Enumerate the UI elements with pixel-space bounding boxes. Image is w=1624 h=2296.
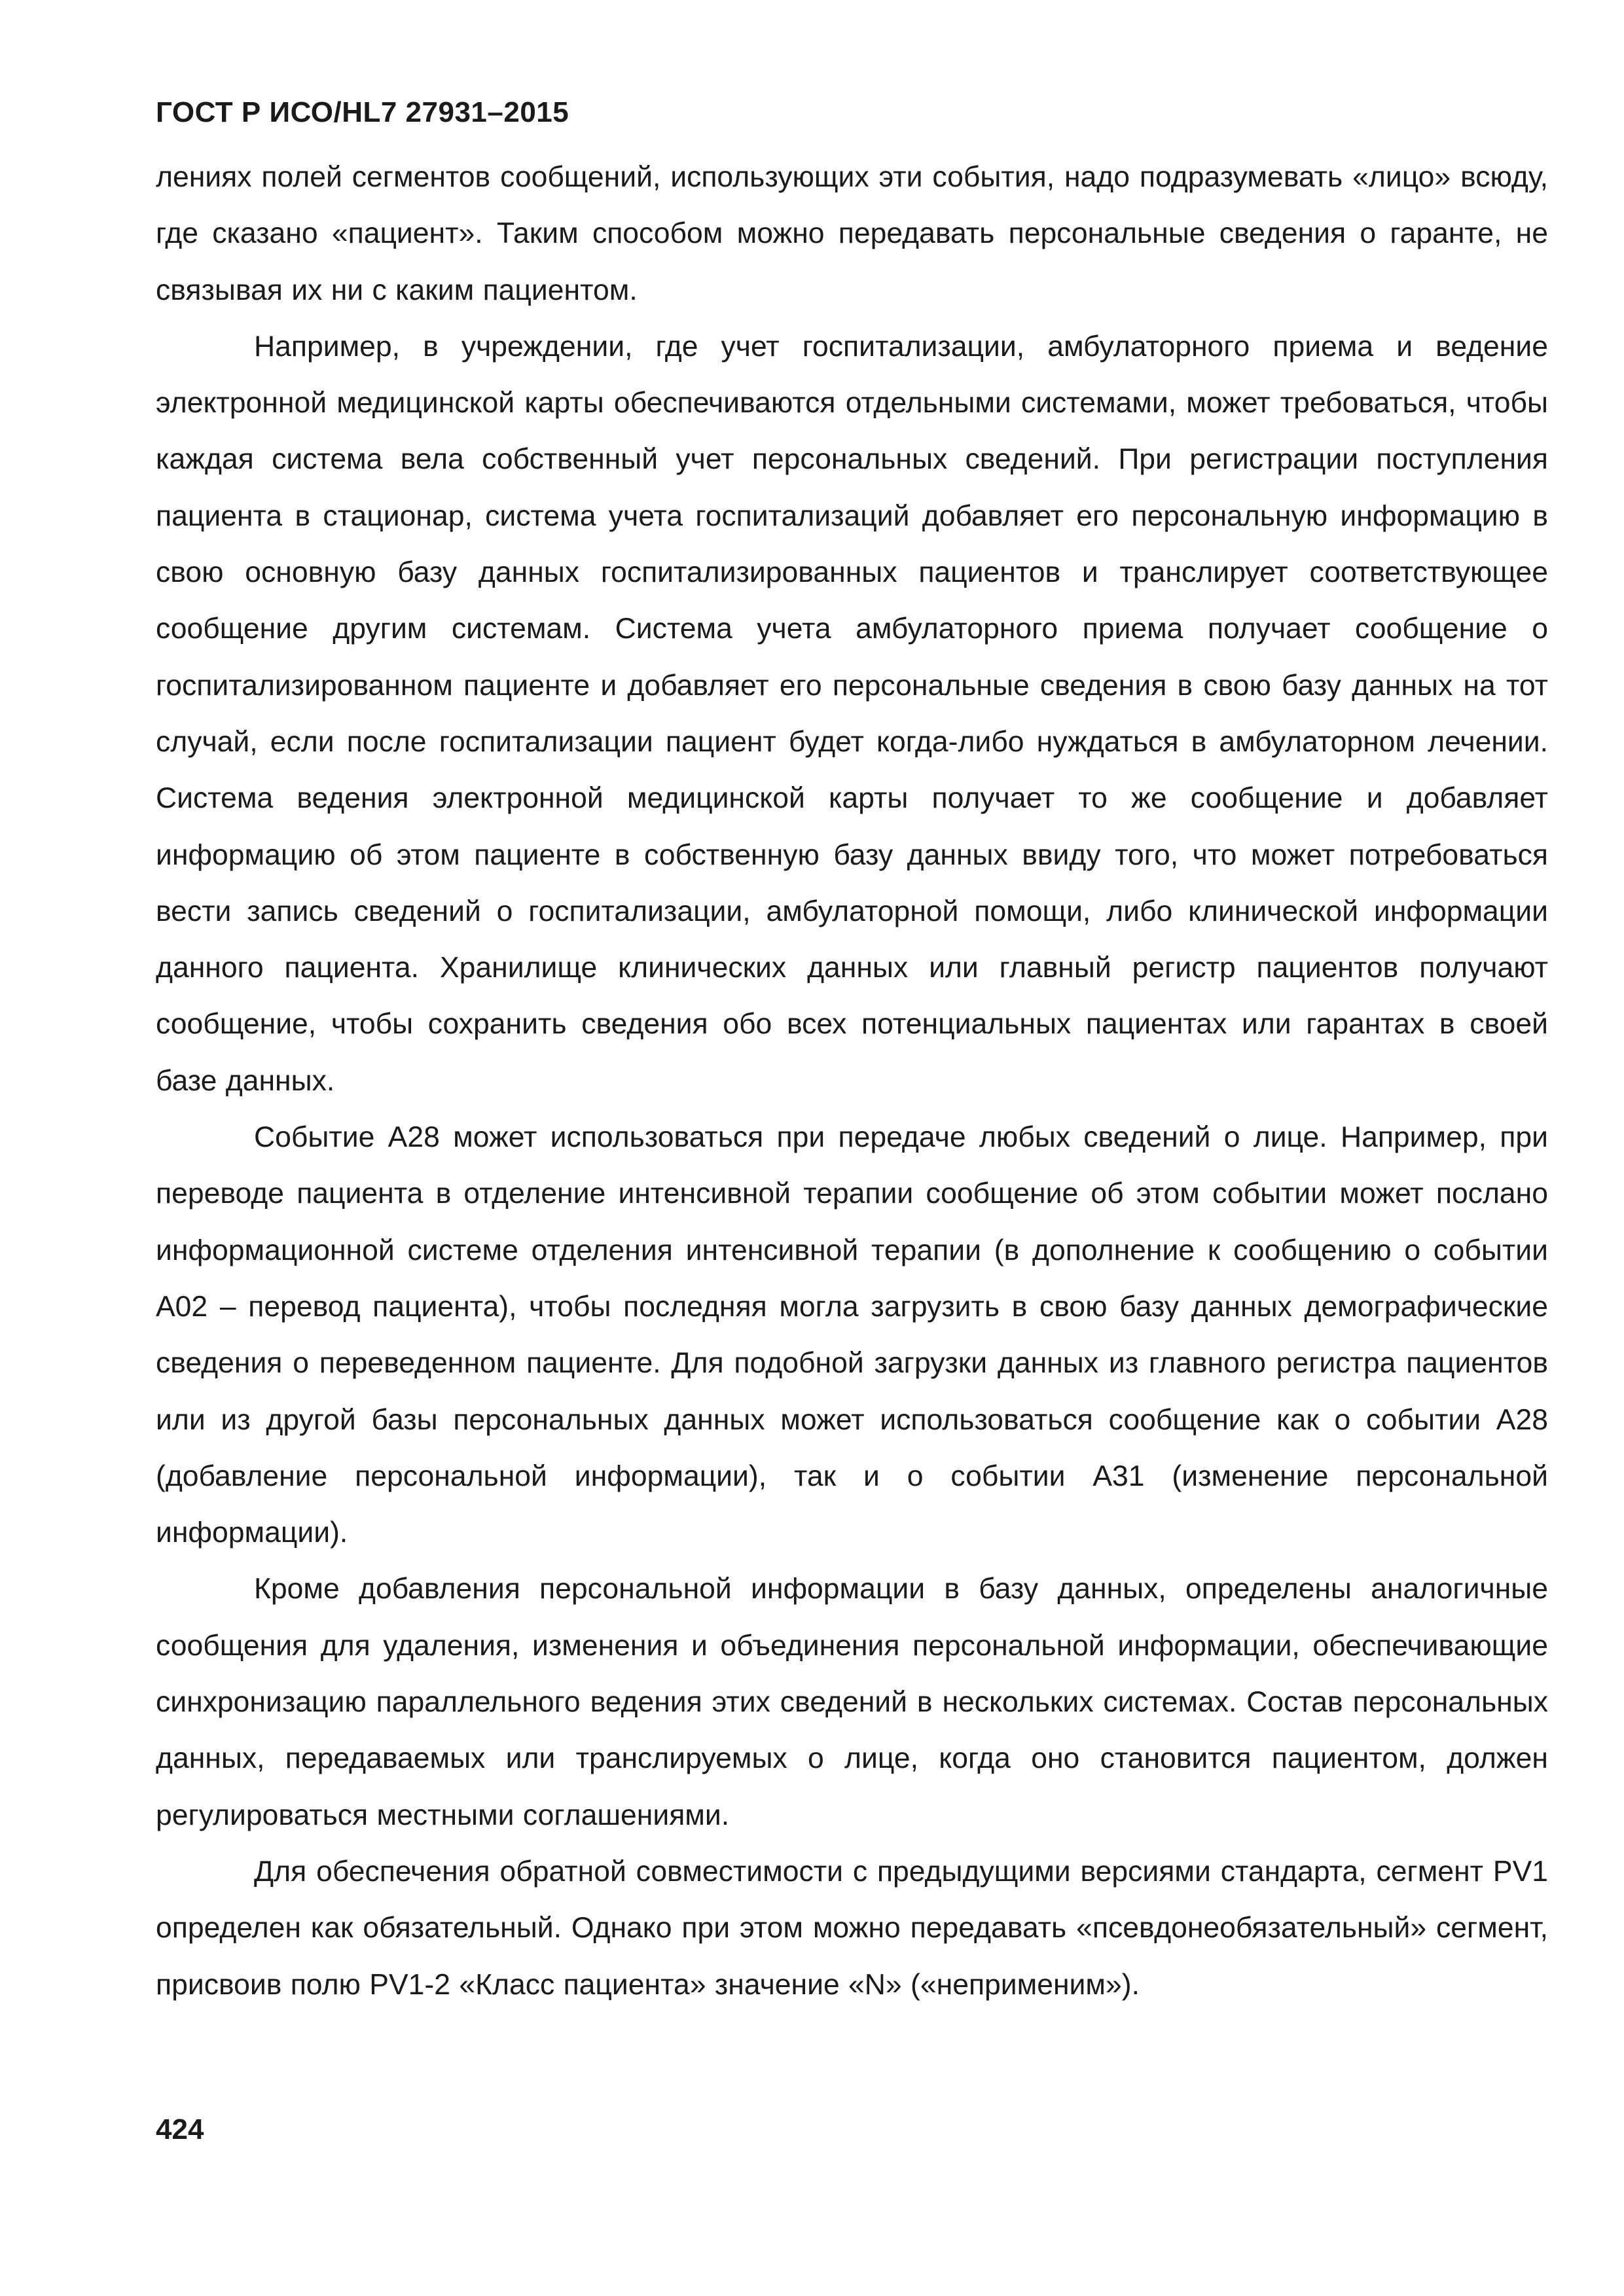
paragraph-pv1: Для обеспечения обратной совместимости с предыдущими версиями стандарта, сегмент PV1 определен как обязательный. Однако при этом можно передавать «псевдонеобязательный» сегмент, присвоив полю PV1-2 «Класс пациента» значение «N» («неприменим»). bbox=[156, 1855, 1548, 2001]
paragraph-example: Например, в учреждении, где учет госпитализации, амбулаторного приема и ведение электронной медицинской карты обеспечиваются отдельными системами, может требоваться, чтобы каждая система вела собственный учет персональных сведений. При регистрации поступления пациента в стационар, система учета госпитализаций добавляет его персональную информацию в свою основную базу данных госпитализированных пациентов и транслирует соответствующее сообщение другим системам. Система учета амбулаторного приема получает сообщение о госпитализированном пациенте и добавляет его персональные сведения в свою базу данных на тот случай, если после госпитализации пациент будет когда-либо нуждаться в амбулаторном лечении. Система ведения электронной медицинской карты получает то же сообщение и добавляет информацию об этом пациенте в собственную базу данных ввиду того, что может потребоваться вести запись сведений о госпитализации, амбулаторной помощи, либо клинической информации данного пациента. Хранилище клинических данных или главный регистр пациентов получают сообщение, чтобы сохранить сведения обо всех потенциальных пациентах или гарантах в своей базе данных. bbox=[156, 330, 1548, 1097]
paragraph-event-a28: Событие А28 может использоваться при передаче любых сведений о лице. Например, при переводе пациента в отделение интенсивной терапии сообщение об этом событии может послано информационной системе отделения интенсивной терапии (в дополнение к сообщению о событии А02 – перевод пациента), чтобы последняя могла загрузить в свою базу данных демографические сведения о переведенном пациенте. Для подобной загрузки данных из главного регистра пациентов или из другой базы персональных данных может использоваться сообщение как о событии А28 (добавление персональной информации), так и о событии А31 (изменение персональной информации). bbox=[156, 1121, 1548, 1549]
paragraph-continuation: лениях полей сегментов сообщений, использующих эти события, надо подразумевать «лицо» всюду, где сказано «пациент». Таким способом можно передавать персональные сведения о гаранте, не связывая их ни с каким пациентом. bbox=[156, 161, 1548, 306]
page-number: 424 bbox=[156, 2113, 204, 2145]
standard-designation: ГОСТ Р ИСО/HL7 27931–2015 bbox=[156, 96, 569, 128]
paragraph-sync: Кроме добавления персональной информации в базу данных, определены аналогичные сообщения для удаления, изменения и объединения персональной информации, обеспечивающие синхронизацию параллельного ведения этих сведений в нескольких системах. Состав персональных данных, передаваемых или транслируемых о лице, когда оно становится пациентом, должен регулироваться местными соглашениями. bbox=[156, 1573, 1548, 1831]
body-text bbox=[156, 149, 1548, 2013]
